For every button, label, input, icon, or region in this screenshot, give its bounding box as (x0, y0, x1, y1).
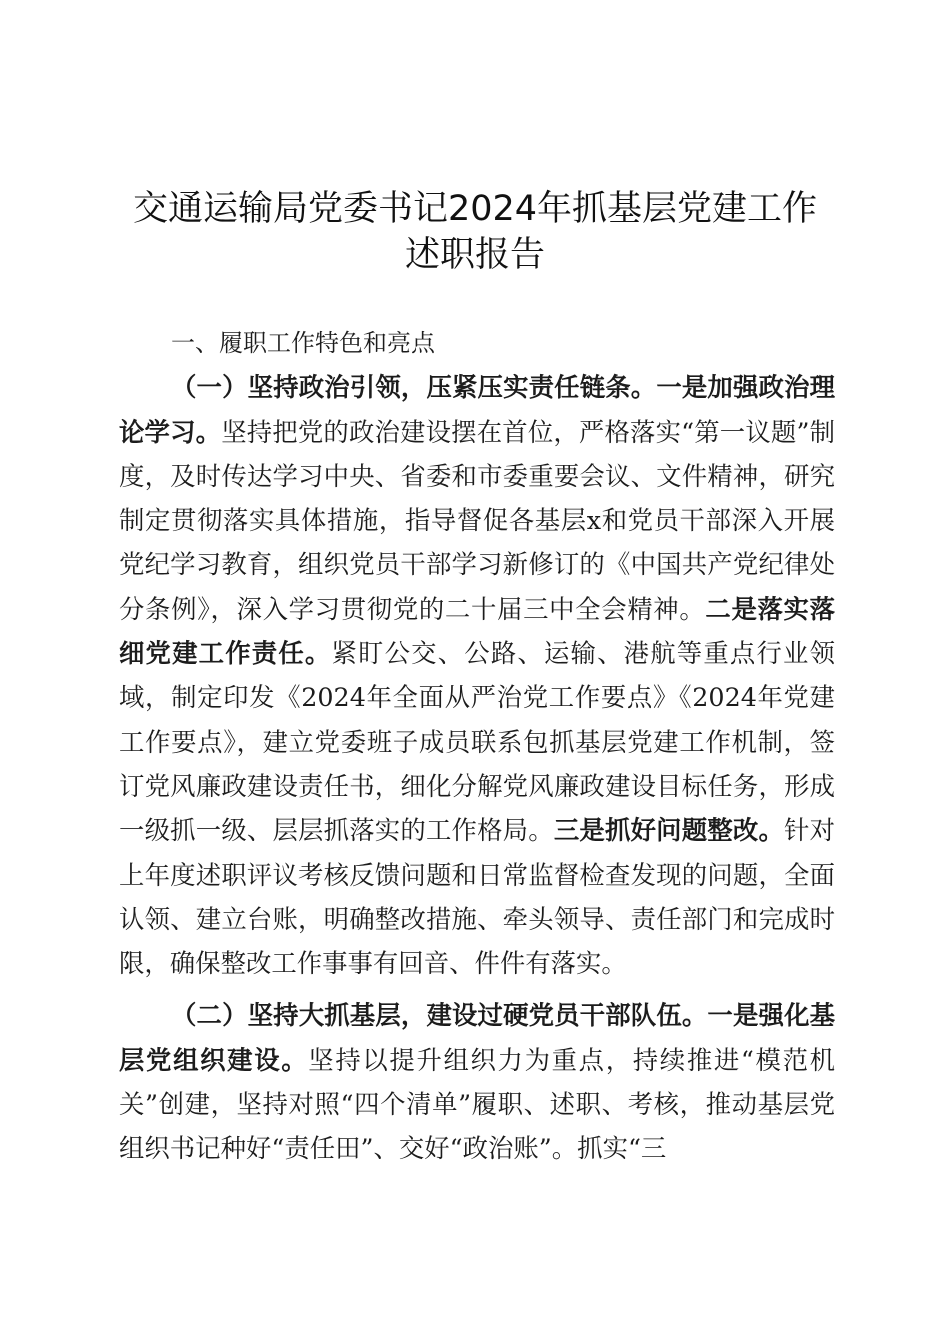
paragraph-1-text-2: 紧盯公交、公路、运输、港航等重点行业领域，制定印发《2024年全面从严治党工作要点》《2024年党建工作要点》，建立党委班子成员联系包抓基层党建工作机制，签订党风廉政建设责任书，细化分解党风廉政建设目标任务，形成一级抓一级、层层抓落实的工作格局。 (119, 638, 836, 846)
paragraph-2-lead: （二）坚持大抓基层，建设过硬党员干部队伍。一是强化基层党组织建设。 (119, 1000, 835, 1075)
paragraph-1-bold-3: 三是抓好问题整改。 (553, 815, 785, 846)
section-heading: 一、履职工作特色和亮点 (171, 329, 435, 357)
document-body (119, 321, 835, 1171)
paragraph-2 (119, 993, 835, 1170)
document-title-line-1: 交通运输局党委书记2024年抓基层党建工作 (132, 189, 818, 229)
document-title-line-2: 述职报告 (404, 235, 545, 275)
paragraph-1-text-1: 坚持把党的政治建设摆在首位，严格落实“第一议题”制度，及时传达学习中央、省委和市委重要会议、文件精神，研究制定贯彻落实具体措施，指导督促各基层x和党员干部深入开展党纪学习教育，组织党员干部学习新修订的《中国共产党纪律处分条例》，深入学习贯彻党的二十届三中全会精神。 (119, 416, 835, 624)
paragraph-2-text-1: 坚持以提升组织力为重点，持续推进“模范机关”创建，坚持对照“四个清单”履职、述职、考核，推动基层党组织书记种好“责任田”、交好“政治账”。抓实“三 (119, 1044, 836, 1164)
paragraph-1 (119, 365, 835, 985)
paragraph-1-lead: （一）坚持政治引领，压紧压实责任链条。一是加强政治理论学习。 (119, 372, 835, 447)
paragraph-1-text-3: 针对上年度述职评议考核反馈问题和日常监督检查发现的问题，全面认领、建立台账，明确整改措施、牵头领导、责任部门和完成时限，确保整改工作事事有回音、件件有落实。 (119, 815, 835, 979)
paragraph-1-bold-2: 二是落实落细党建工作责任。 (119, 593, 835, 669)
